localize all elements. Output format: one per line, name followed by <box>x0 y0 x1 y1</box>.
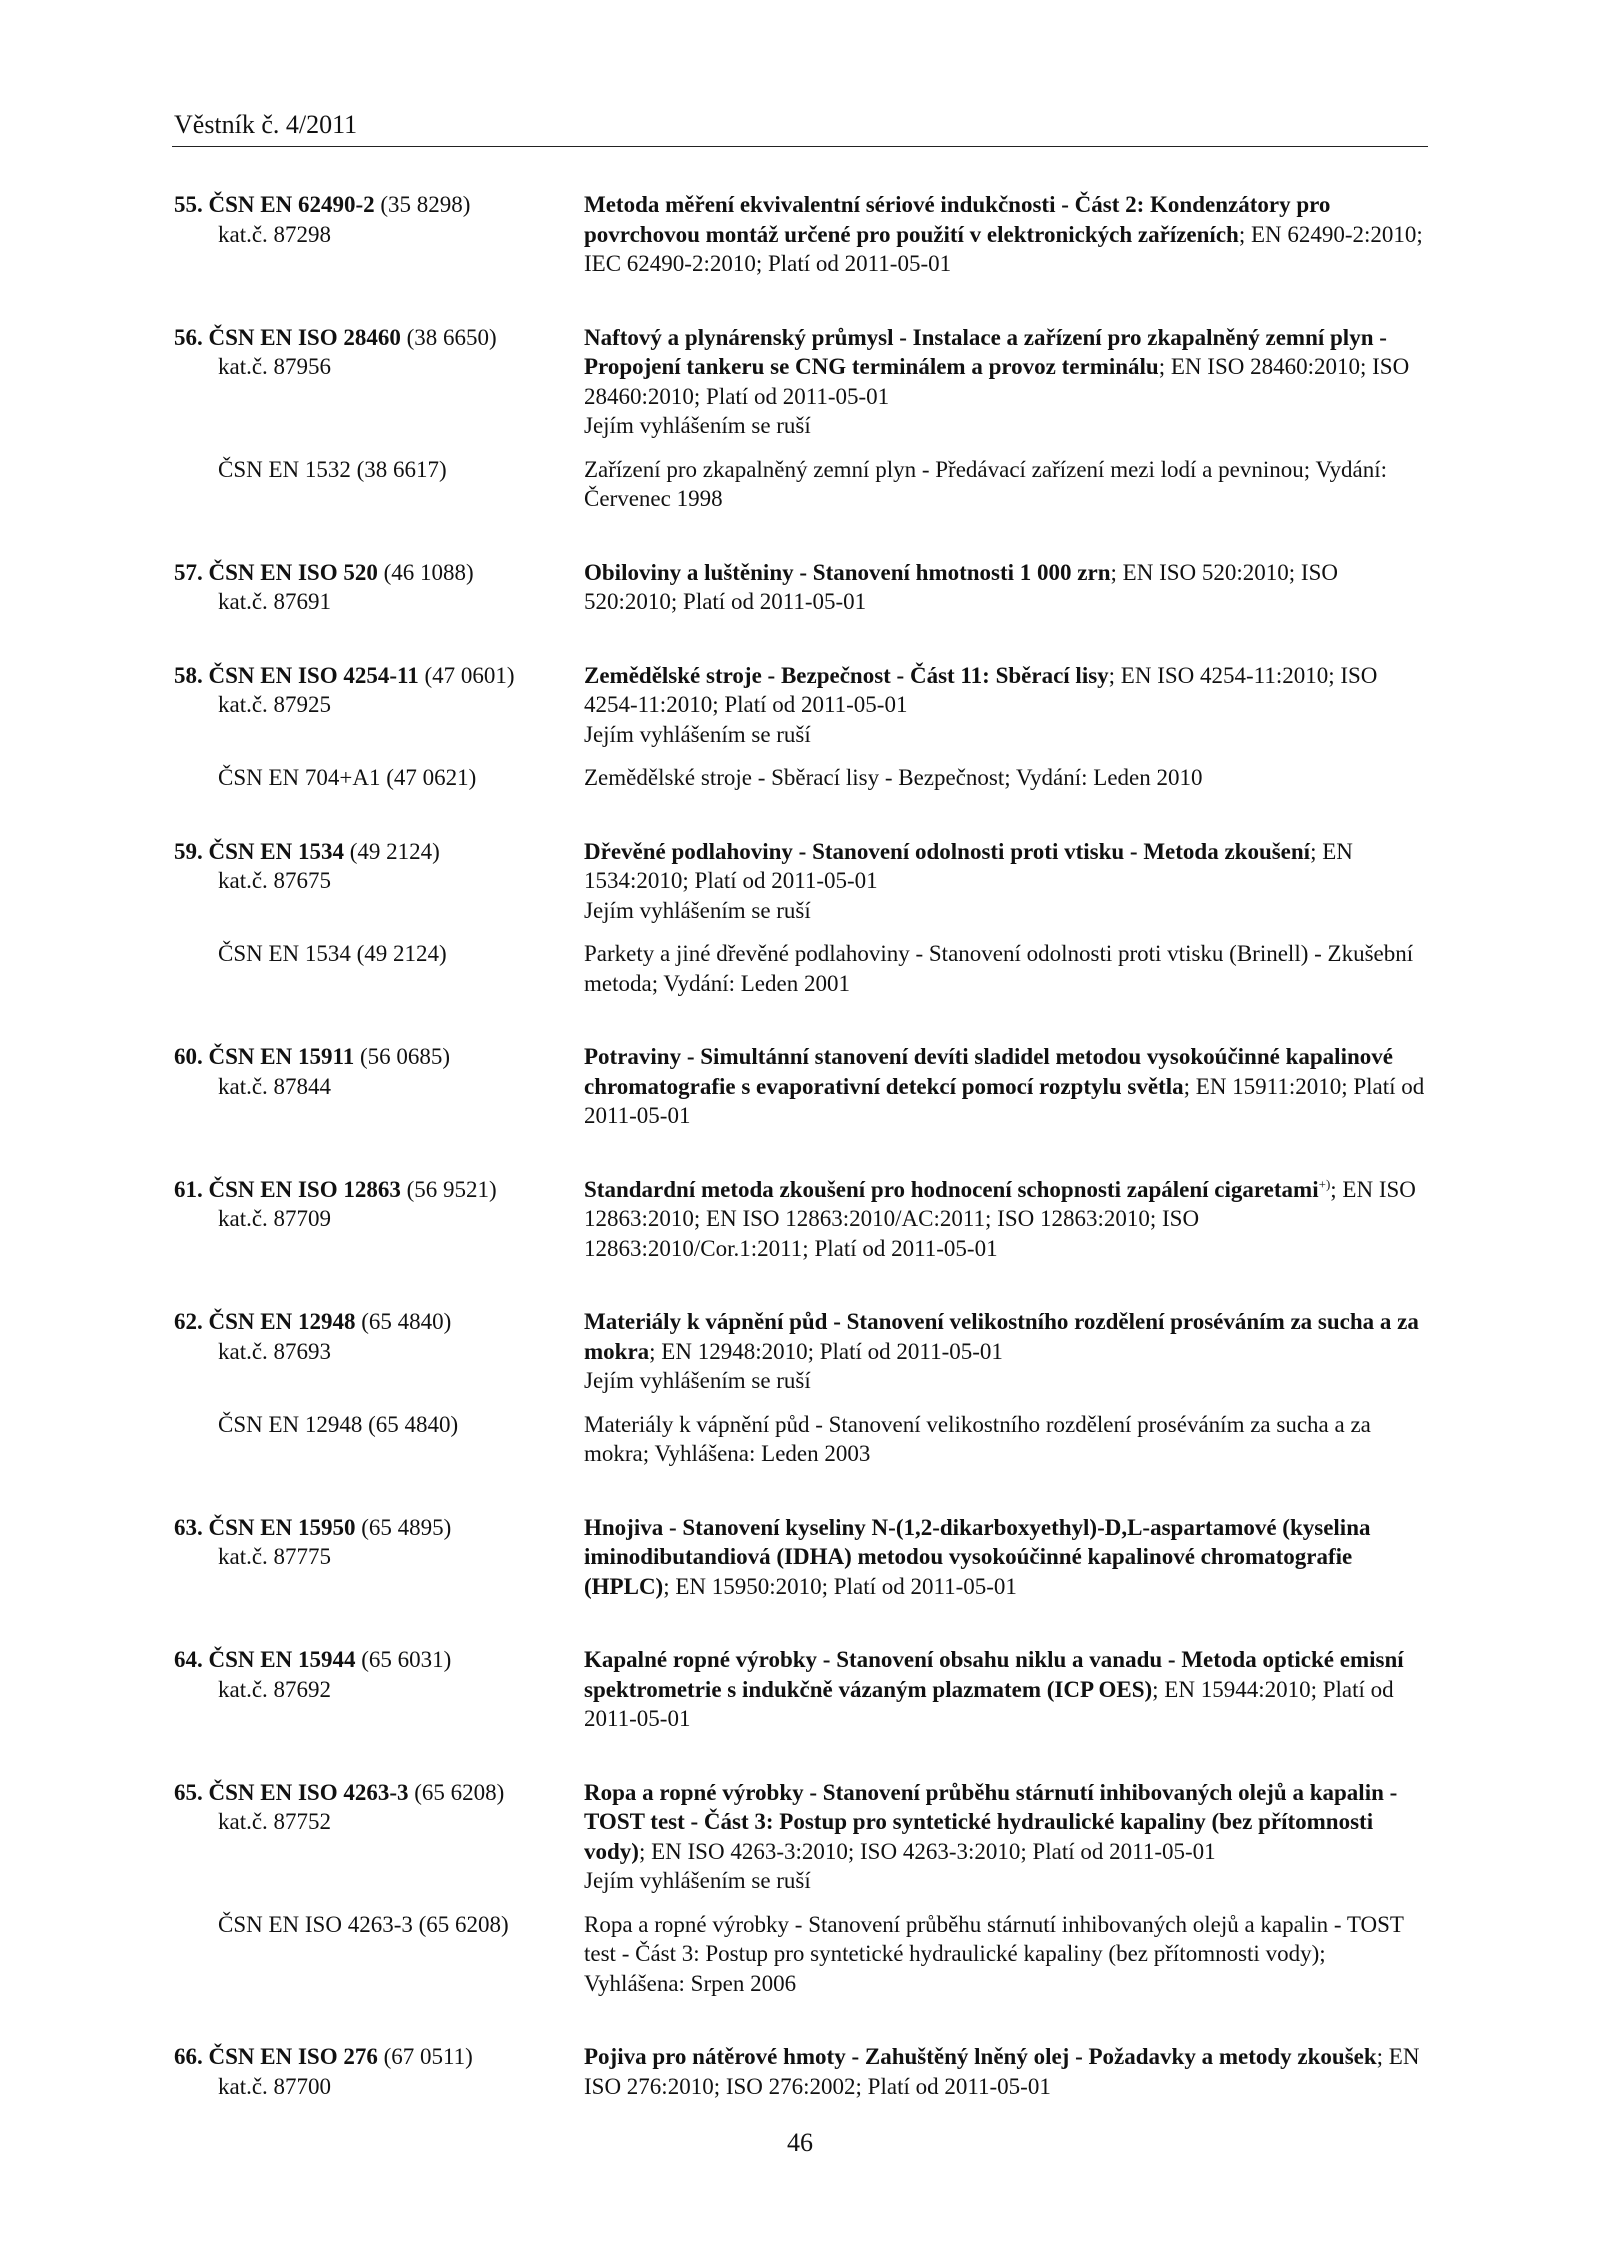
classification-code: (65 6208) <box>414 1779 505 1805</box>
standard-code: ČSN EN 15911 <box>208 1044 355 1069</box>
standard-title: Obiloviny a luštěniny - Stanovení hmotnosti 1 000 zrn <box>584 559 1111 585</box>
standard-title: Kapalné ropné výrobky - Stanovení obsahu niklu a vanadu - Metoda optické emisní spektrometrie s indukčně vázaným plazmatem (ICP OES) <box>584 1647 1404 1702</box>
entry-number: 64. <box>174 1647 203 1672</box>
cancellation-note: Jejím vyhlášením se ruší <box>584 1368 811 1393</box>
standard-code: ČSN EN 12948 <box>208 1309 356 1334</box>
replaced-standard-text: Materiály k vápnění půd - Stanovení velikostního rozdělení proséváním za sucha a za mokra; Vyhlášena: Leden 2003 <box>584 1411 1371 1466</box>
classification-code: (56 0685) <box>359 1044 451 1069</box>
standard-entry <box>0 1042 1600 1131</box>
standard-details: ; EN ISO 28460:2010; ISO 28460:2010; Platí od 2011-05-01 <box>584 354 1410 409</box>
entry-number: 66. <box>174 2044 203 2069</box>
standard-description <box>584 1645 1426 1734</box>
classification-code: (65 4840) <box>361 1309 452 1334</box>
standard-designation <box>0 190 584 279</box>
standard-details: ; EN 1534:2010; Platí od 2011-05-01 <box>584 838 1353 893</box>
standard-row <box>0 837 1600 926</box>
replaced-standard-text: Parkety a jiné dřevěné podlahoviny - Stanovení odolnosti proti vtisku (Brinell) - Zkušební metoda; Vydání: Leden 2001 <box>584 941 1414 996</box>
cancellation-note: Jejím vyhlášením se ruší <box>584 413 811 438</box>
standard-row <box>0 2042 1600 2101</box>
standard-title: Standardní metoda zkoušení pro hodnocení schopnosti zapálení cigaretami <box>584 1176 1319 1202</box>
standard-title: Materiály k vápnění půd - Stanovení velikostního rozdělení proséváním za sucha a za mokra <box>584 1309 1419 1364</box>
catalog-number: kat.č. 87693 <box>218 1338 332 1364</box>
page-number: 46 <box>787 2128 813 2157</box>
replaced-standard-code: ČSN EN 704+A1 (47 0621) <box>218 765 477 790</box>
standard-code: ČSN EN 62490-2 <box>208 192 375 217</box>
page-header-title: Věstník č. 4/2011 <box>174 110 358 139</box>
replaced-standard-row <box>0 1910 1600 1999</box>
entry-number: 57. <box>174 559 203 585</box>
standard-details: ; EN 15944:2010; Platí od 2011-05-01 <box>584 1676 1394 1731</box>
replaced-standard-text: Zařízení pro zkapalněný zemní plyn - Předávací zařízení mezi lodí a pevninou; Vydání: Červenec 1998 <box>584 456 1388 511</box>
standard-row <box>0 1513 1600 1602</box>
standard-details: ; EN 12948:2010; Platí od 2011-05-01 <box>649 1338 1003 1364</box>
catalog-number: kat.č. 87752 <box>218 1809 332 1834</box>
standard-code: ČSN EN ISO 12863 <box>208 1176 401 1202</box>
standard-description <box>584 1778 1426 1896</box>
standard-designation <box>0 1175 584 1264</box>
standard-description <box>584 1175 1426 1264</box>
catalog-number: kat.č. 87691 <box>218 589 332 614</box>
standard-code: ČSN EN ISO 4263-3 <box>208 1779 409 1805</box>
standard-designation <box>0 1645 584 1734</box>
header-divider <box>172 146 1428 147</box>
catalog-number: kat.č. 87298 <box>218 221 332 247</box>
classification-code: (47 0601) <box>424 662 515 688</box>
standard-row <box>0 190 1600 279</box>
catalog-number: kat.č. 87709 <box>218 1206 332 1231</box>
standard-designation <box>0 837 584 926</box>
standard-designation <box>0 558 584 617</box>
standard-description <box>584 837 1426 926</box>
standard-entry <box>0 558 1600 617</box>
replaced-standard-text: Zemědělské stroje - Sběrací lisy - Bezpečnost; Vydání: Leden 2010 <box>584 765 1203 790</box>
standard-details: ; EN 15950:2010; Platí od 2011-05-01 <box>663 1573 1017 1599</box>
entry-number: 58. <box>174 662 203 688</box>
standard-row <box>0 661 1600 750</box>
replaced-standard-row <box>0 763 1600 793</box>
classification-code: (65 4895) <box>361 1514 452 1540</box>
standard-title: Zemědělské stroje - Bezpečnost - Část 11: Sběrací lisy <box>584 662 1109 688</box>
classification-code: (65 6031) <box>361 1647 452 1672</box>
entry-number: 56. <box>174 324 203 350</box>
standard-row <box>0 1042 1600 1131</box>
standard-details: ; EN ISO 4263-3:2010; ISO 4263-3:2010; Platí od 2011-05-01 <box>638 1838 1216 1864</box>
replaced-standard-row <box>0 939 1600 998</box>
classification-code: (56 9521) <box>406 1176 497 1202</box>
cancellation-note: Jejím vyhlášením se ruší <box>584 721 811 747</box>
standard-code: ČSN EN ISO 4254-11 <box>208 662 419 688</box>
classification-code: (35 8298) <box>380 192 471 217</box>
classification-code: (46 1088) <box>383 559 474 585</box>
standard-details: ; EN ISO 276:2010; ISO 276:2002; Platí od 2011-05-01 <box>584 2044 1420 2099</box>
standard-title: Pojiva pro nátěrové hmoty - Zahuštěný lněný olej - Požadavky a metody zkoušek <box>584 2044 1377 2069</box>
entry-number: 59. <box>174 838 203 864</box>
catalog-number: kat.č. 87775 <box>218 1544 332 1569</box>
standard-code: ČSN EN 15944 <box>208 1647 356 1672</box>
entry-number: 60. <box>174 1044 203 1069</box>
standard-description <box>584 1307 1426 1396</box>
standard-designation <box>0 1042 584 1131</box>
catalog-number: kat.č. 87844 <box>218 1073 332 1099</box>
standard-details: ; EN ISO 12863:2010; EN ISO 12863:2010/AC:2011; ISO 12863:2010; ISO 12863:2010/Cor.1:2011; Platí od 2011-05-01 <box>584 1176 1416 1261</box>
entry-number: 65. <box>174 1779 203 1805</box>
standard-title: Metoda měření ekvivalentní sériové indukčnosti - Část 2: Kondenzátory pro povrchovou montáž určené pro použití v elektronických zařízeních <box>584 192 1331 247</box>
standard-title: Hnojiva - Stanovení kyseliny N-(1,2-dikarboxyethyl)-D,L-aspartamové (kyselina iminodibutandiová (IDHA) metodou vysokoúčinné kapalinové chromatografie (HPLC) <box>584 1514 1371 1599</box>
standard-row <box>0 558 1600 617</box>
entry-number: 61. <box>174 1176 203 1202</box>
standard-description <box>584 661 1426 750</box>
standard-row <box>0 323 1600 441</box>
standard-entry <box>0 1513 1600 1602</box>
catalog-number: kat.č. 87956 <box>218 354 332 379</box>
standard-entry <box>0 1175 1600 1264</box>
standard-details: ; EN 15911:2010; Platí od 2011-05-01 <box>584 1073 1425 1128</box>
standard-entry <box>0 837 1600 999</box>
catalog-number: kat.č. 87925 <box>218 692 332 717</box>
standard-row <box>0 1175 1600 1264</box>
standard-details: ; EN ISO 520:2010; ISO 520:2010; Platí od 2011-05-01 <box>584 559 1338 614</box>
standards-list <box>0 190 1600 2145</box>
entry-number: 62. <box>174 1309 203 1334</box>
standard-entry <box>0 190 1600 279</box>
catalog-number: kat.č. 87675 <box>218 868 332 893</box>
standard-row <box>0 1778 1600 1896</box>
standard-row <box>0 1307 1600 1396</box>
standard-designation <box>0 1513 584 1602</box>
standard-entry <box>0 323 1600 514</box>
standard-title: Potraviny - Simultánní stanovení devíti sladidel metodou vysokoúčinné kapalinové chromatografie s evaporativní detekcí pomocí rozptylu světla <box>584 1044 1393 1099</box>
standard-details: ; EN ISO 4254-11:2010; ISO 4254-11:2010; Platí od 2011-05-01 <box>584 662 1378 717</box>
standard-entry <box>0 661 1600 793</box>
replaced-standard-row <box>0 1410 1600 1469</box>
standard-title: Naftový a plynárenský průmysl - Instalace a zařízení pro zkapalněný zemní plyn - Propojení tankeru se CNG terminálem a provoz terminálu <box>584 324 1387 379</box>
entry-number: 63. <box>174 1514 203 1540</box>
standard-row <box>0 1645 1600 1734</box>
classification-code: (67 0511) <box>383 2044 473 2069</box>
entry-number: 55. <box>174 192 203 217</box>
replaced-standard-code: ČSN EN 1534 (49 2124) <box>218 941 447 966</box>
standard-designation <box>0 661 584 750</box>
standard-entry <box>0 1645 1600 1734</box>
standard-designation <box>0 1778 584 1896</box>
standard-entry <box>0 2042 1600 2101</box>
catalog-number: kat.č. 87692 <box>218 1676 332 1702</box>
standard-description <box>584 2042 1426 2101</box>
standard-title: Ropa a ropné výrobky - Stanovení průběhu stárnutí inhibovaných olejů a kapalin - TOST test - Část 3: Postup pro syntetické hydraulické kapaliny (bez přítomnosti vody) <box>584 1779 1398 1864</box>
standard-designation <box>0 2042 584 2101</box>
standard-description <box>584 1513 1426 1602</box>
replaced-standard-code: ČSN EN 12948 (65 4840) <box>218 1411 459 1437</box>
classification-code: (49 2124) <box>349 838 440 864</box>
classification-code: (38 6650) <box>406 324 497 350</box>
standard-entry <box>0 1778 1600 1999</box>
standard-designation <box>0 323 584 441</box>
catalog-number: kat.č. 87700 <box>218 2073 332 2099</box>
standard-designation <box>0 1307 584 1396</box>
standard-code: ČSN EN 15950 <box>208 1514 356 1540</box>
replaced-standard-code: ČSN EN ISO 4263-3 (65 6208) <box>218 1911 509 1937</box>
standard-code: ČSN EN ISO 520 <box>208 559 378 585</box>
cancellation-note: Jejím vyhlášením se ruší <box>584 897 811 923</box>
cancellation-note: Jejím vyhlášením se ruší <box>584 1868 811 1893</box>
replaced-standard-text: Ropa a ropné výrobky - Stanovení průběhu stárnutí inhibovaných olejů a kapalin - TOST test - Část 3: Postup pro syntetické hydraulické kapaliny (bez přítomnosti vody); Vyhlášena: Srpen 2006 <box>584 1911 1404 1996</box>
standard-details: ; EN 62490-2:2010; IEC 62490-2:2010; Platí od 2011-05-01 <box>584 221 1423 276</box>
standard-description <box>584 558 1426 617</box>
standard-code: ČSN EN ISO 28460 <box>208 324 401 350</box>
standard-description <box>584 323 1426 441</box>
standard-description <box>584 190 1426 279</box>
standard-title: Dřevěné podlahoviny - Stanovení odolnosti proti vtisku - Metoda zkoušení <box>584 838 1311 864</box>
replaced-standard-row <box>0 455 1600 514</box>
standard-code: ČSN EN ISO 276 <box>208 2044 378 2069</box>
replaced-standard-code: ČSN EN 1532 (38 6617) <box>218 456 447 482</box>
standard-code: ČSN EN 1534 <box>208 838 344 864</box>
standard-entry <box>0 1307 1600 1469</box>
standard-description <box>584 1042 1426 1131</box>
footnote-mark: +) <box>1318 1175 1331 1191</box>
